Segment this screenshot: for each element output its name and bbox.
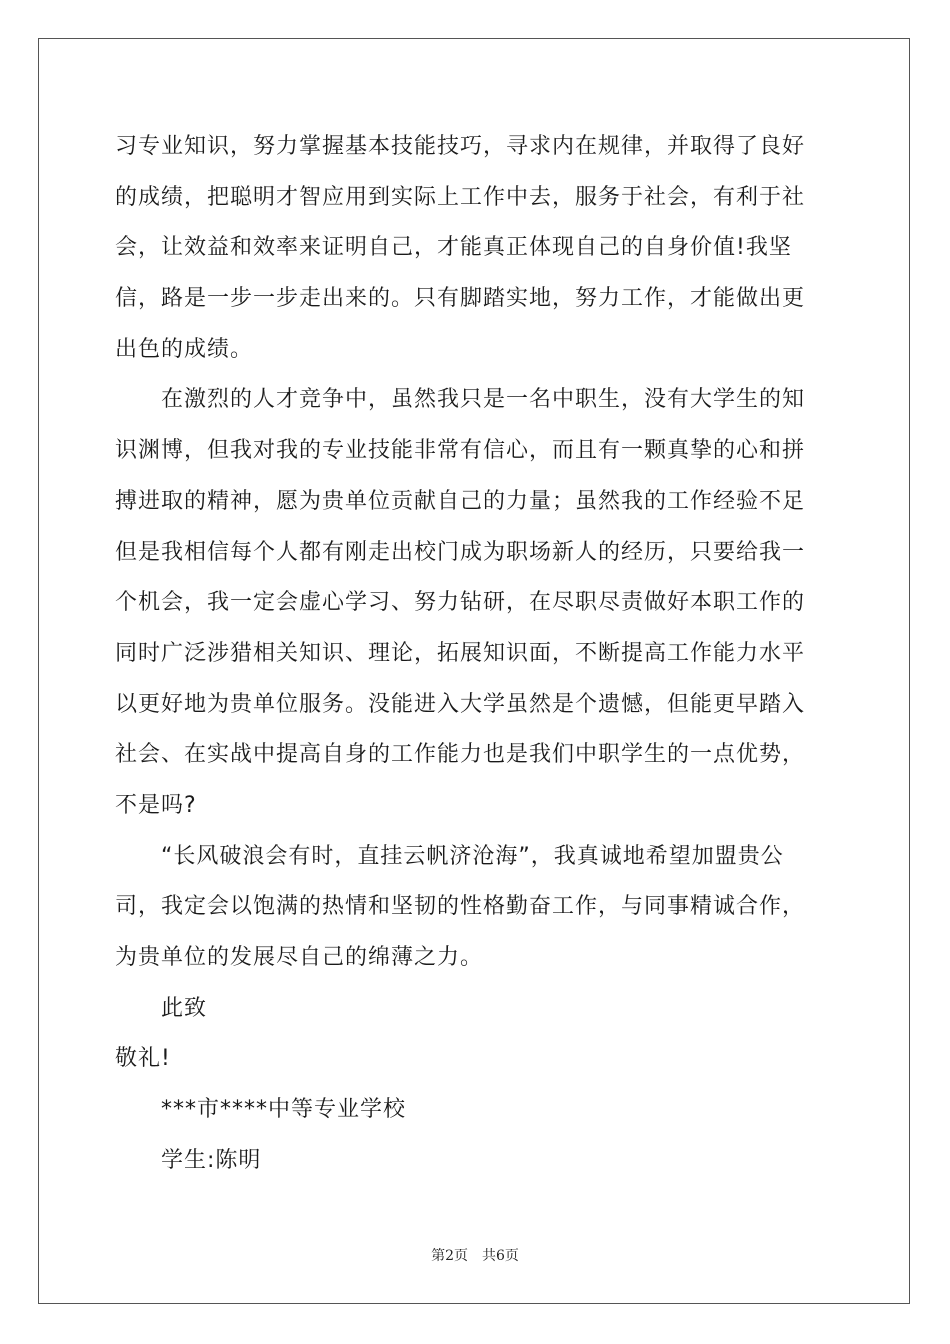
- body-line: 搏进取的精神，愿为贵单位贡献自己的力量；虽然我的工作经验不足: [115, 488, 806, 514]
- body-line: 出色的成绩。: [115, 336, 254, 362]
- paragraph-start-line: 在激烈的人才竞争中，虽然我只是一名中职生，没有大学生的知: [161, 387, 806, 413]
- body-line: 个机会，我一定会虚心学习、努力钻研，在尽职尽责做好本职工作的: [115, 590, 806, 616]
- letter-body: [115, 122, 835, 1186]
- body-line: 不是吗?: [115, 792, 197, 818]
- body-line: 的成绩，把聪明才智应用到实际上工作中去，服务于社会，有利于社: [115, 184, 806, 210]
- body-line: 社会、在实战中提高自身的工作能力也是我们中职学生的一点优势，: [115, 742, 806, 768]
- body-line: 习专业知识，努力掌握基本技能技巧，寻求内在规律，并取得了良好: [115, 134, 806, 159]
- page-number: 第2页 共6页: [431, 1248, 519, 1264]
- body-line: 同时广泛涉猎相关知识、理论，拓展知识面，不断提高工作能力水平: [115, 640, 806, 666]
- body-line: 为贵单位的发展尽自己的绵薄之力。: [115, 945, 484, 970]
- closing-salutation: 此致: [161, 995, 208, 1021]
- signature-student: 学生:陈明: [161, 1147, 262, 1173]
- body-line: 司，我定会以饱满的热情和坚韧的性格勤奋工作，与同事精诚合作，: [115, 894, 806, 920]
- body-line: 会，让效益和效率来证明自己，才能真正体现自己的自身价值!我坚: [115, 235, 792, 261]
- signature-school: ***市****中等专业学校: [161, 1097, 407, 1123]
- body-line: 以更好地为贵单位服务。没能进入大学虽然是个遗憾，但能更早踏入: [115, 691, 806, 717]
- body-line: 信，路是一步一步走出来的。只有脚踏实地，努力工作，才能做出更: [115, 286, 806, 312]
- body-line: 但是我相信每个人都有刚走出校门成为职场新人的经历，只要给我一: [115, 539, 806, 565]
- paragraph-start-line: “长风破浪会有时，直挂云帆济沧海”，我真诚地希望加盟贵公: [161, 843, 784, 869]
- closing-regards: 敬礼!: [115, 1046, 171, 1072]
- body-line: 识渊博，但我对我的专业技能非常有信心，而且有一颗真挚的心和拼: [115, 438, 806, 464]
